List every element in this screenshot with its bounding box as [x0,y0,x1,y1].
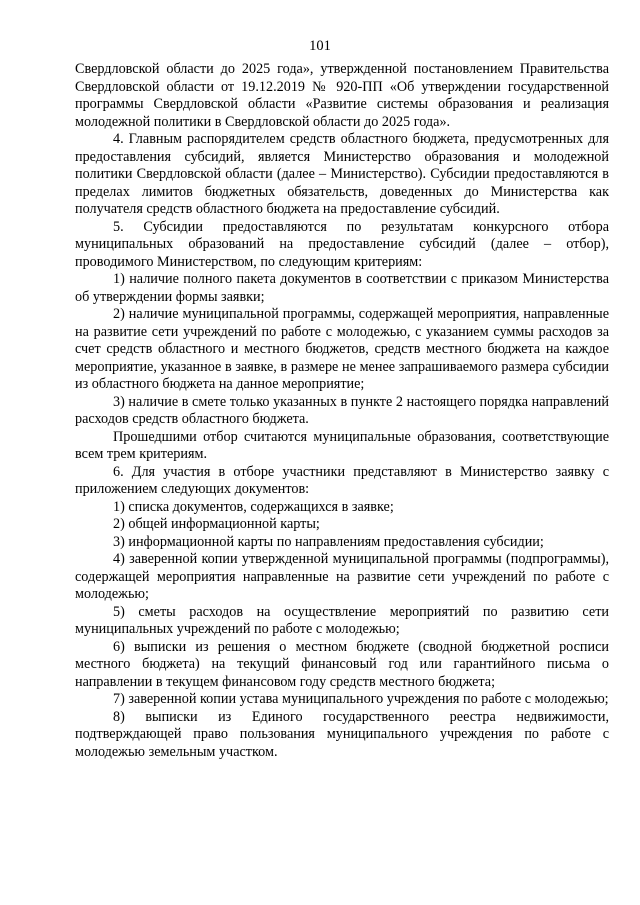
document-item-4: 4) заверенной копии утвержденной муниципальной программы (подпрограммы), содержащей мероприятия направленные на развитие сети учреждений по работе с молодежью; [75,551,609,602]
paragraph-continuation: Свердловской области до 2025 года», утвержденной постановлением Правительства Свердловской области от 19.12.2019 № 920-ПП «Об утверждении государственной программы Свердловской области «Развитие системы образования и реализация молодежной политики в Свердловской области до 2025 года». [75,61,609,130]
document-item-6: 6) выписки из решения о местном бюджете (сводной бюджетной росписи местного бюджета) на текущий финансовый год или гарантийного письма о направлении в текущем финансовом году средств местного бюджета; [75,638,609,690]
document-item-1: 1) списка документов, содержащихся в заявке; [113,498,394,515]
document-item-5: 5) сметы расходов на осуществление мероприятий по развитию сети муниципальных учреждений по работе с молодежью; [75,603,609,637]
criterion-1: 1) наличие полного пакета документов в соответствии с приказом Министерства об утверждении формы заявки; [75,271,609,305]
criterion-3: 3) наличие в смете только указанных в пункте 2 настоящего порядка направлений расходов средств областного бюджета. [75,393,609,427]
paragraph-5: 5. Субсидии предоставляются по результатам конкурсного отбора муниципальных образований на предоставление субсидий (далее – отбор), проводимого Министерством, по следующим критериям: [75,218,609,270]
page-number: 101 [309,38,331,54]
paragraph-4: 4. Главным распорядителем средств областного бюджета, предусмотренных для предоставления субсидий, является Министерство образования и молодежной политики Свердловской области (далее – Министерство). Субсидии предоставляются в пределах лимитов бюджетных обязательств, доведенных до Министерства как получателя средств областного бюджета на предоставление субсидий. [75,131,609,217]
document-item-3: 3) информационной карты по направлениям предоставления субсидии; [113,533,544,550]
document-item-2: 2) общей информационной карты; [113,516,320,532]
paragraph-6: 6. Для участия в отборе участники представляют в Министерство заявку с приложением следующих документов: [75,463,609,497]
document-item-8: 8) выписки из Единого государственного реестра недвижимости, подтверждающей право пользования муниципального учреждения по работе с молодежью земельным участком. [75,708,609,760]
document-item-7: 7) заверенной копии устава муниципального учреждения по работе с молодежью; [113,691,609,707]
criterion-2: 2) наличие муниципальной программы, содержащей мероприятия, направленные на развитие сети учреждений по работе с молодежью, с указанием суммы расходов за счет средств областного и местного бюджетов, средств местного бюджета на каждое мероприятие, указанное в заявке, в размере не менее запрашиваемого размера субсидии из областного бюджета на данное мероприятие; [75,306,609,392]
document-body [75,61,609,761]
selection-result: Прошедшими отбор считаются муниципальные образования, соответствующие всем трем критериям. [75,428,609,462]
